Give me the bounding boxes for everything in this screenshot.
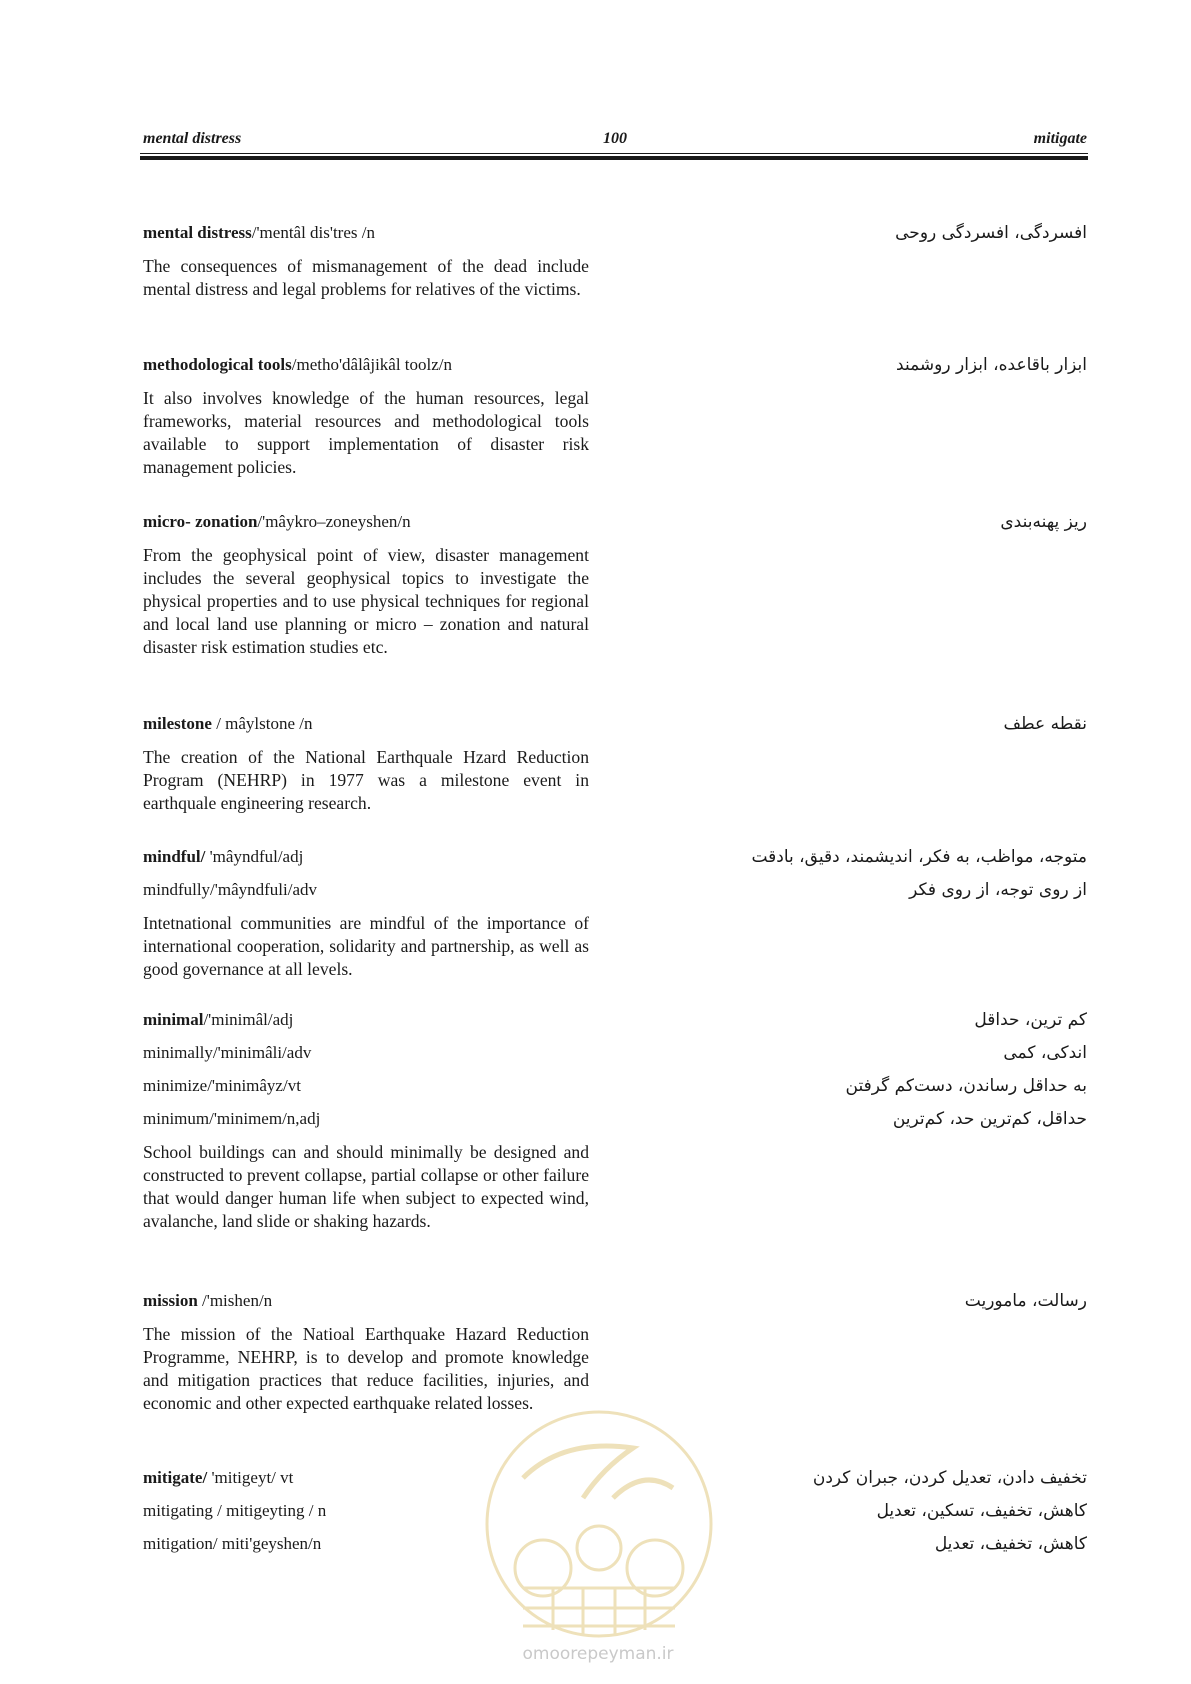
persian-definition: افسردگی، افسردگی روحی — [895, 223, 1087, 243]
example-sentence: It also involves knowledge of the human resources, legal frameworks, material resources and methodological tools available to support implementation of disaster risk management policies. — [143, 388, 589, 477]
derived-form: mitigation/ miti'geyshen/n — [143, 1534, 322, 1553]
dictionary-entry — [143, 846, 589, 981]
pronunciation: / mâylstone /n — [211, 714, 313, 733]
derived-form: mindfully/'mâyndfuli/adv — [143, 880, 317, 899]
headword-line — [143, 354, 589, 387]
pronunciation: /'mentâl dis'tres /n — [251, 223, 375, 242]
example-sentence: The consequences of mismanagement of the dead include mental distress and legal problems for relatives of the victims. — [143, 256, 589, 299]
headword-line — [143, 222, 589, 255]
example-sentence: The mission of the Natioal Earthquake Hazard Reduction Programme, NEHRP, is to develop and promote knowledge and mitigation practices that reduce facilities, injuries, and economic and other expected earthquake related losses. — [143, 1324, 589, 1413]
pronunciation: 'mâyndful/adj — [205, 847, 304, 866]
pronunciation: /'minimâl/adj — [203, 1010, 294, 1029]
persian-definition: ریز پهنه‌بندی — [1000, 512, 1087, 532]
dictionary-entry — [143, 1009, 589, 1233]
example-sentence: From the geophysical point of view, disaster management includes the several geophysical topics to investigate the physical properties and to use physical techniques for regional and local land use planning or micro – zonation and natural disaster risk estimation studies etc. — [143, 545, 589, 657]
derived-form: mitigating / mitigeyting / n — [143, 1501, 327, 1520]
dictionary-entry — [143, 354, 589, 479]
header-rule-thin — [140, 153, 1088, 154]
headword: mental distress — [143, 223, 252, 242]
headword: micro- zonation — [143, 512, 258, 531]
headword-line — [143, 511, 589, 544]
headword: minimal — [143, 1010, 204, 1029]
dictionary-entry — [143, 713, 589, 815]
headword: milestone — [143, 714, 212, 733]
dictionary-entry — [143, 1290, 589, 1415]
headword: mitigate/ — [143, 1468, 208, 1487]
headword: methodological tools — [143, 355, 292, 374]
headword-line — [143, 1290, 589, 1323]
headword: mindful/ — [143, 847, 206, 866]
pronunciation: /'mishen/n — [197, 1291, 273, 1310]
persian-definition: ابزار باقاعده، ابزار روشمند — [896, 355, 1087, 375]
pronunciation: 'mitigeyt/ vt — [207, 1468, 294, 1487]
header-right-guideword: mitigate — [1033, 130, 1087, 147]
derived-form: minimally/'minimâli/adv — [143, 1043, 312, 1062]
persian-definition: نقطه عطف — [1003, 714, 1087, 734]
dictionary-entry — [143, 511, 589, 659]
derived-form: minimize/'minimâyz/vt — [143, 1076, 301, 1095]
example-sentence: The creation of the National Earthquale Hzard Reduction Program (NEHRP) in 1977 was a milestone event in earthquale engineering research. — [143, 747, 589, 813]
headword-line — [143, 846, 589, 879]
pronunciation: /metho'dâlâjikâl toolz/n — [291, 355, 453, 374]
headword-line — [143, 713, 589, 746]
header-rule-thick — [140, 156, 1088, 160]
derived-form: minimum/'minimem/n,adj — [143, 1109, 321, 1128]
headword: mission — [143, 1291, 198, 1310]
example-sentence: School buildings can and should minimally be designed and constructed to prevent collapse, partial collapse or other failure that would danger human life when subject to expected wind, avalanche, land slide or shaking hazards. — [143, 1142, 589, 1231]
persian-definition: کم ترین، حداقل اندکی، کمی به حداقل رساندن، دست‌کم گرفتن حداقل، کم‌ترین حد، کم‌ترین — [845, 1010, 1087, 1129]
header-left-guideword: mental distress — [143, 130, 242, 147]
persian-definition: تخفیف دادن، تعدیل کردن، جبران کردن کاهش، تخفیف، تسکین، تعدیل کاهش، تخفیف، تعدیل — [812, 1468, 1087, 1554]
dictionary-entry — [143, 222, 589, 301]
watermark-url: omoorepeyman.ir — [522, 1644, 674, 1664]
page-number: 100 — [603, 130, 627, 147]
pronunciation: /'mâykro–zoneyshen/n — [257, 512, 411, 531]
persian-definition: متوجه، مواظب، به فکر، اندیشمند، دقیق، بادقت از روی توجه، از روی فکر — [751, 847, 1087, 900]
persian-definition: رسالت، ماموریت — [964, 1291, 1087, 1311]
watermark-seal-icon — [483, 1408, 715, 1640]
example-sentence: Intetnational communities are mindful of the importance of international cooperation, solidarity and partnership, as well as good governance at all levels. — [143, 913, 589, 979]
headword-line — [143, 1009, 589, 1042]
